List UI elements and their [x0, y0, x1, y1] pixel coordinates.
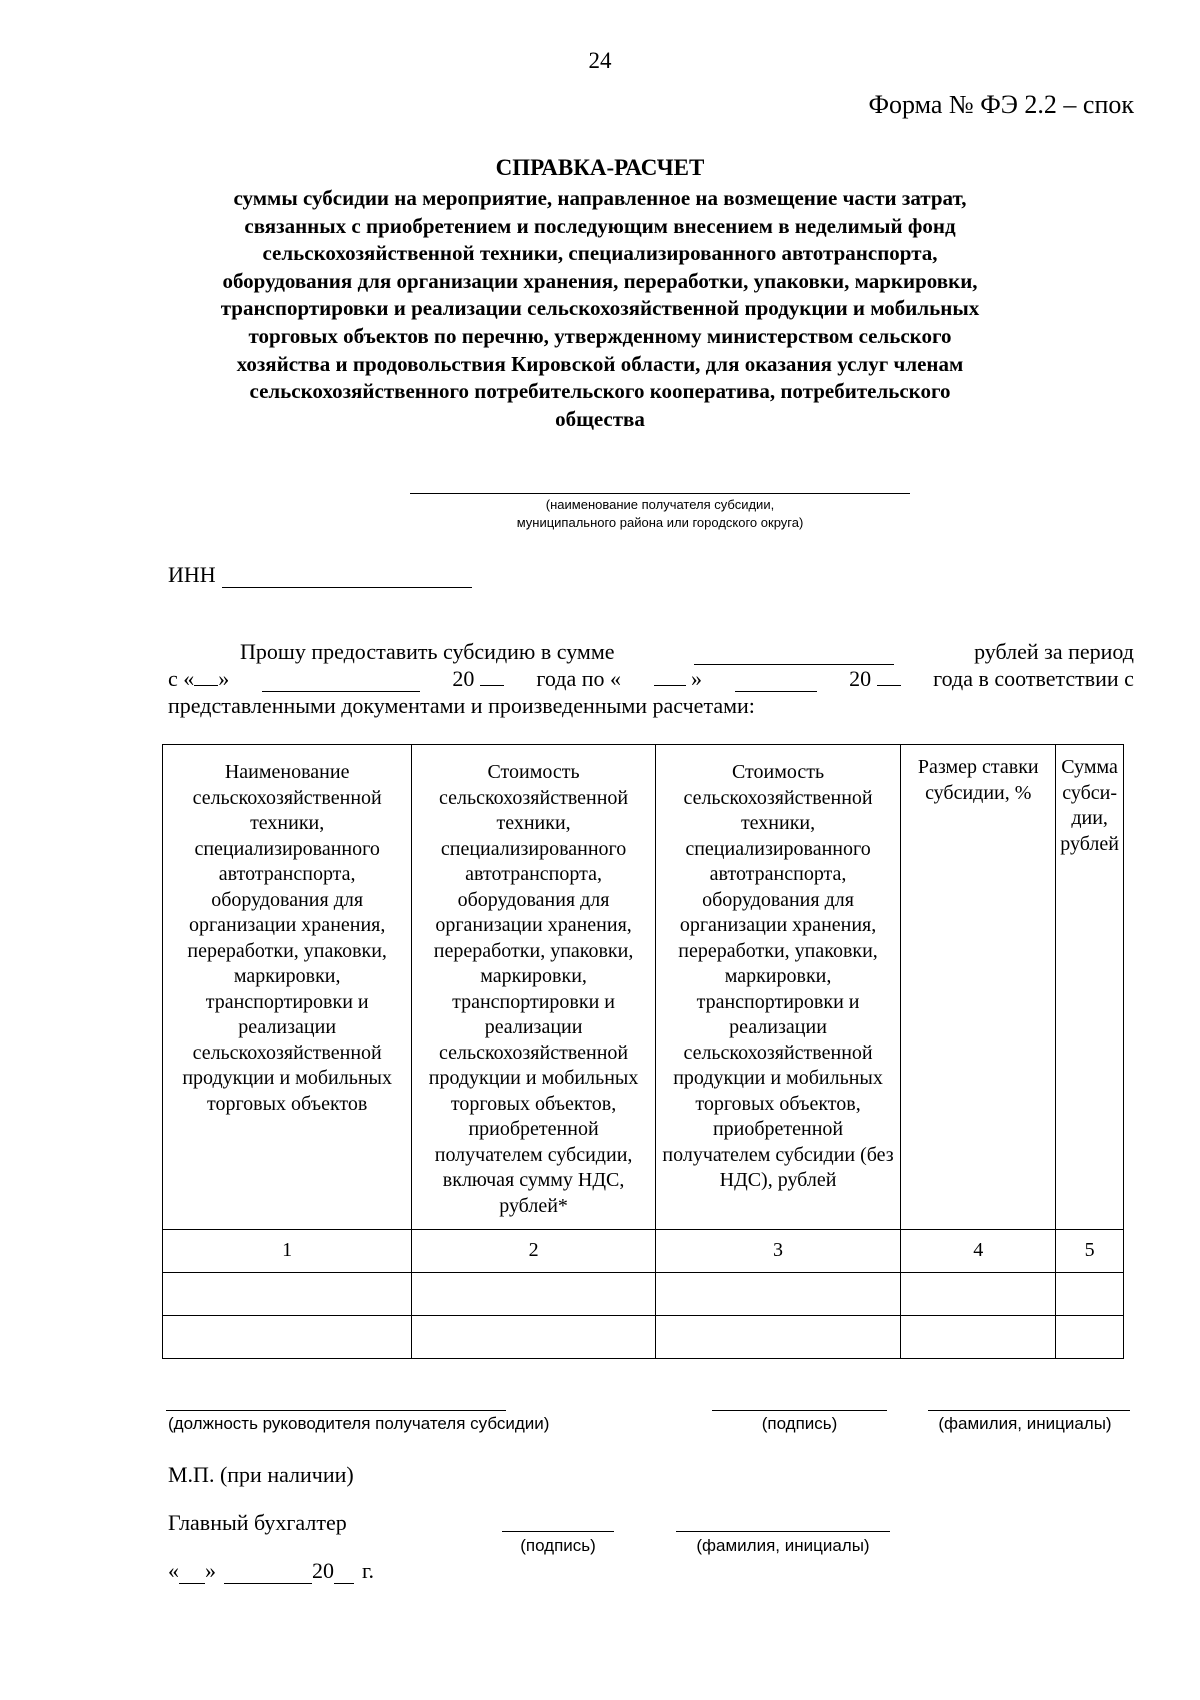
accountant-signature-line[interactable]: [502, 1531, 614, 1532]
request-text-part2: рублей за период: [974, 639, 1134, 664]
from-year-prefix: 20: [452, 666, 475, 691]
name-caption: (фамилия, инициалы): [938, 1414, 1112, 1433]
header-subsidy-rate: Размер ставки субсидии, %: [901, 745, 1056, 1230]
date-year-field[interactable]: [334, 1563, 354, 1584]
header-cost-without-vat: Стоимость сельскохозяйственной техники, специализированного автотранспорта, оборудования для организации хранения, переработки, упаковки, маркировки, транспортировки и реализации сельскохозяйственной продукции и мобильных торговых объектов, приобретенной получателем субсидии (без НДС), рублей: [655, 745, 900, 1230]
table-number-row: [163, 1230, 1124, 1273]
until-text: года по «: [536, 666, 621, 691]
name-line[interactable]: [928, 1410, 1130, 1411]
table-cell[interactable]: [1056, 1273, 1124, 1316]
table-row: [163, 1273, 1124, 1316]
accountant-name-line[interactable]: [676, 1531, 890, 1532]
position-line[interactable]: [166, 1410, 506, 1411]
inn-field[interactable]: [222, 567, 472, 588]
from-month-field[interactable]: [262, 671, 420, 692]
from-year-field[interactable]: [480, 665, 504, 686]
table-cell[interactable]: [901, 1273, 1056, 1316]
table-row: [163, 1316, 1124, 1359]
date-day-field[interactable]: [179, 1563, 205, 1584]
recipient-caption-line1: (наименование получателя субсидии,: [545, 497, 775, 512]
column-number: 1: [163, 1230, 412, 1273]
seal-label: М.П. (при наличии): [168, 1462, 354, 1487]
until-year-prefix: 20: [849, 666, 872, 691]
recipient-caption: [410, 496, 910, 532]
accountant-signature-caption: (подпись): [520, 1536, 596, 1555]
position-caption: (должность руководителя получателя субсидии): [168, 1414, 550, 1433]
column-number: 4: [901, 1230, 1056, 1273]
table-header-row: [163, 745, 1124, 1230]
from-day-field[interactable]: [194, 665, 218, 686]
header-cost-with-vat: Стоимость сельскохозяйственной техники, специализированного автотранспорта, оборудования для организации хранения, переработки, упаковки, маркировки, транспортировки и реализации сельскохозяйственной продукции и мобильных торговых объектов, приобретенной получателем субсидии, включая сумму НДС, рублей*: [412, 745, 656, 1230]
header-subsidy-amount: Сумма субси-дии, рублей: [1056, 745, 1124, 1230]
chief-accountant-label: Главный бухгалтер: [168, 1510, 347, 1535]
subsidy-table: [162, 744, 1124, 1359]
inn-label: ИНН: [168, 562, 216, 587]
request-paragraph: [168, 638, 1134, 719]
table-cell[interactable]: [163, 1316, 412, 1359]
table-cell[interactable]: [412, 1273, 656, 1316]
document-subtitle: суммы субсидии на мероприятие, направленное на возмещение части затрат, связанных с приобретением и последующим внесением в неделимый фонд сельскохозяйственной техники, специализированного автотранспорта, оборудования для организации хранения, переработки, упаковки, маркировки, транспортировки и реализации сельскохозяйственной продукции и мобильных торговых объектов по перечню, утвержденному министерством сельского хозяйства и продовольствия Кировской области, для оказания услуг членам сельскохозяйственного потребительского кооператива, потребительского общества: [220, 186, 980, 431]
header-equipment-name: Наименование сельскохозяйственной техники, специализированного автотранспорта, оборудования для организации хранения, переработки, упаковки, маркировки, транспортировки и реализации сельскохозяйственной продукции и мобильных торговых объектов: [163, 745, 412, 1230]
signature-caption: (подпись): [761, 1414, 838, 1433]
inn-row: [168, 562, 472, 588]
request-line-2: [168, 665, 1134, 692]
request-line-3: представленными документами и произведенными расчетами:: [168, 693, 755, 718]
date-month-field[interactable]: [224, 1563, 312, 1584]
date-close-quote: »: [205, 1558, 216, 1583]
date-row: [168, 1558, 374, 1584]
recipient-name-line: [410, 493, 910, 494]
signature-line[interactable]: [712, 1410, 887, 1411]
subsidy-amount-field[interactable]: [694, 644, 894, 665]
recipient-caption-line2: муниципального района или городского округа): [516, 515, 804, 530]
until-quote-close: »: [691, 666, 703, 691]
document-title: СПРАВКА-РАСЧЕТ: [495, 155, 705, 180]
table-cell[interactable]: [163, 1273, 412, 1316]
table-cell[interactable]: [655, 1273, 900, 1316]
page-number: 24: [588, 48, 612, 73]
until-month-field[interactable]: [735, 671, 817, 692]
column-number: 5: [1056, 1230, 1124, 1273]
request-line-1: [168, 638, 1134, 665]
table-cell[interactable]: [655, 1316, 900, 1359]
from-quote-close: »: [218, 666, 230, 691]
column-number: 3: [655, 1230, 900, 1273]
in-accordance-text: года в соответствии с: [933, 666, 1134, 691]
table-cell[interactable]: [412, 1316, 656, 1359]
date-open-quote: «: [168, 1558, 179, 1583]
table-cell[interactable]: [901, 1316, 1056, 1359]
table-cell[interactable]: [1056, 1316, 1124, 1359]
column-number: 2: [412, 1230, 656, 1273]
request-text-part1: Прошу предоставить субсидию в сумме: [240, 639, 615, 664]
accountant-name-caption: (фамилия, инициалы): [696, 1536, 870, 1555]
from-prefix: с «: [168, 666, 195, 691]
until-day-field[interactable]: [654, 665, 686, 686]
form-code: Форма № ФЭ 2.2 – спок: [868, 90, 1134, 119]
date-suffix: г.: [362, 1558, 375, 1583]
until-year-field[interactable]: [877, 665, 901, 686]
date-year-prefix: 20: [312, 1558, 334, 1583]
